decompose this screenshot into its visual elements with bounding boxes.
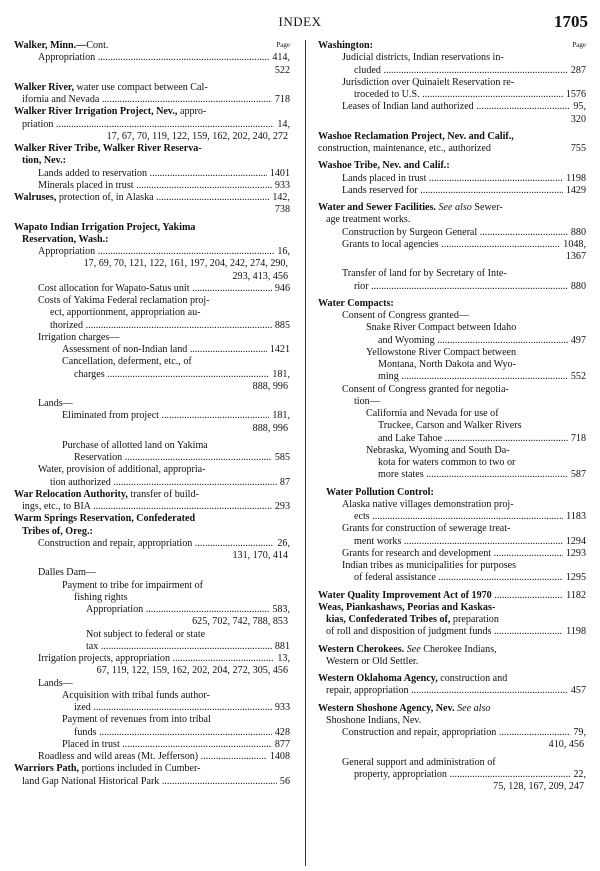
entry-text: ect, apportionment, appropriation au-: [50, 307, 201, 319]
page-reference: 1401: [267, 168, 290, 180]
entry-text: funds .....: [74, 727, 290, 738]
page-reference: 933: [272, 702, 290, 714]
index-entry-line: [14, 550, 290, 562]
entry-text: of federal assistance .....: [354, 572, 586, 583]
index-entry-line: [318, 626, 586, 638]
index-entry-line: [318, 487, 586, 499]
entry-text: Lands placed in trust .....: [342, 173, 586, 184]
index-entry-line: [318, 572, 586, 584]
index-entry-line: [14, 168, 290, 180]
index-entry-line: [14, 751, 290, 763]
entry-text: Lands reserved for .....: [342, 185, 586, 196]
page-reference: 933: [272, 180, 290, 192]
index-entry-line: [14, 665, 290, 677]
index-entry-line: [14, 204, 290, 216]
index-entry-line: [14, 423, 290, 435]
entry-text: Eliminated from project .....: [62, 410, 290, 421]
page-reference: 181,: [269, 369, 290, 381]
page-reference: 1429: [563, 185, 586, 197]
entry-text: Purchase of allotted land on Yakima: [62, 439, 208, 451]
entry-text: rior .....: [354, 281, 586, 292]
entry-text: of roll and disposition of judgment funds .....: [326, 626, 586, 637]
index-entry-line: [318, 371, 586, 383]
page-reference: 14,: [274, 119, 290, 131]
entry-text: 888, 996: [252, 380, 288, 392]
index-entry-line: [318, 499, 586, 511]
entry-text: Indian tribes as municipalities for purposes: [342, 560, 517, 571]
entry-text: Walker River, water use compact between Cal-: [14, 81, 208, 93]
entry-text: Wapato Indian Irrigation Project, Yakima: [14, 221, 196, 233]
entry-text: and Lake Tahoe .....: [378, 433, 586, 444]
index-entry-line: [14, 440, 290, 452]
entry-text: and Wyoming .....: [378, 335, 586, 346]
index-entry-line: [318, 757, 586, 769]
page-reference: 293: [272, 501, 290, 513]
index-entry-line: [318, 251, 586, 263]
index-entry-line: [318, 322, 586, 334]
index-entry-line: [318, 511, 586, 523]
page-reference: 877: [272, 739, 290, 751]
entry-text: 410, 456: [548, 739, 584, 751]
entry-text: ment works .....: [354, 536, 586, 547]
index-entry-line: [318, 268, 586, 280]
entry-text: Montana, North Dakota and Wyo-: [378, 359, 516, 370]
page-reference: 95,: [570, 101, 586, 113]
entry-text: Nebraska, Wyoming and South Da-: [366, 444, 510, 456]
page-reference: 56: [277, 776, 290, 788]
index-entry-line: [318, 359, 586, 371]
entry-text: Water, provision of additional, appropria-: [38, 464, 206, 476]
index-entry-line: [14, 131, 290, 143]
index-entry-line: [14, 513, 290, 525]
index-entry-line: [14, 94, 290, 106]
page-reference: 1294: [563, 536, 586, 548]
entry-text: Water Compacts:: [318, 297, 394, 309]
entry-text: Water Pollution Control:: [326, 486, 434, 498]
page-reference: 738: [272, 204, 290, 216]
index-entry-line: [318, 160, 586, 172]
index-entry-line: [14, 52, 290, 64]
index-entry-line: [318, 715, 586, 727]
index-entry-line: [318, 644, 586, 656]
page-reference: 26,: [274, 538, 290, 550]
index-entry-line: [318, 781, 586, 793]
index-entry-line: [318, 656, 586, 668]
index-entry-line: [14, 763, 290, 775]
index-entry-line: [318, 227, 586, 239]
entry-text: Lands—: [38, 398, 73, 409]
index-entry-line: [14, 410, 290, 422]
index-entry-line: [14, 739, 290, 751]
entry-text: tax .....: [86, 641, 290, 652]
entry-text: Western Shoshone Agency, Nev. See also: [318, 702, 491, 714]
page-reference: 1198: [563, 626, 586, 638]
page-reference: 414,: [269, 52, 290, 64]
index-entry-line: [14, 82, 290, 94]
index-entry-line: [14, 332, 290, 344]
index-entry-line: [318, 433, 586, 445]
index-entry-line: [318, 703, 586, 715]
page-reference: 583,: [269, 604, 290, 616]
index-entry-line: [318, 673, 586, 685]
index-entry-line: [318, 101, 586, 113]
page-reference: 755: [568, 143, 586, 155]
entry-text: Water and Sewer Facilities. See also Sewer-: [318, 202, 503, 213]
entry-text: Warriors Path, portions included in Cumber-: [14, 763, 201, 775]
right-column: [318, 40, 586, 871]
entry-text: War Relocation Authority, transfer of build-: [14, 488, 199, 500]
index-entry-line: [318, 143, 586, 155]
page-reference: 13,: [274, 653, 290, 665]
index-entry-line: [318, 384, 586, 396]
index-entry-line: [14, 580, 290, 592]
page-reference: 880: [568, 281, 586, 293]
entry-text: Washoe Reclamation Project, Nev. and Calif.,: [318, 130, 514, 142]
page-reference: 587: [568, 469, 586, 481]
entry-text: Grants to local agencies .....: [342, 239, 586, 250]
entry-text: Cancellation, deferment, etc., of: [62, 356, 192, 368]
entry-text: Acquisition with tribal funds author-: [62, 689, 210, 701]
index-entry-line: [14, 690, 290, 702]
index-entry-line: [14, 271, 290, 283]
index-entry-line: [14, 295, 290, 307]
page-reference: 1198: [563, 173, 586, 185]
entry-text: Construction and repair, appropriation .....: [342, 727, 586, 738]
page-reference: 181,: [269, 410, 290, 422]
page-reference: 497: [568, 335, 586, 347]
index-entry-line: [318, 131, 586, 143]
page-reference: 552: [568, 371, 586, 383]
entry-text: Walker River Tribe, Walker River Reserva-: [14, 143, 202, 154]
page-reference: 1183: [563, 511, 586, 523]
index-entry-line: [318, 77, 586, 89]
entry-text: Tribes of, Oreg.:: [22, 525, 93, 537]
entry-text: Construction and repair, appropriation .....: [38, 538, 290, 549]
entry-text: charges .....: [74, 369, 290, 380]
index-entry-line: [318, 298, 586, 310]
entry-text: ings, etc., to BIA .....: [22, 501, 290, 512]
index-entry-line: [318, 347, 586, 359]
page-column-label: Page: [276, 41, 290, 49]
entry-text: Roadless and wild areas (Mt. Jefferson) .....: [38, 751, 290, 762]
entry-text: troceded to U.S. .....: [354, 89, 586, 100]
column-divider: [305, 40, 306, 866]
entry-text: priation .....: [22, 119, 290, 130]
entry-text: Appropriation .....: [38, 246, 290, 257]
entry-text: tion authorized .....: [50, 477, 290, 488]
index-entry-line: [14, 65, 290, 77]
entry-text: 131, 170, 414: [232, 550, 288, 561]
entry-text: Warm Springs Reservation, Confederated: [14, 513, 196, 525]
index-entry-line: [318, 335, 586, 347]
entry-text: Snake River Compact between Idaho: [366, 322, 517, 334]
entry-text: 67, 119, 122, 159, 162, 202, 204, 272, 305, 456: [96, 665, 288, 677]
entry-text: Grants for construction of sewerage treat-: [342, 523, 511, 535]
index-entry-line: [318, 560, 586, 572]
entry-text: 625, 702, 742, 788, 853: [192, 616, 288, 628]
entry-text: Dalles Dam—: [38, 567, 97, 579]
entry-text: 888, 996: [252, 422, 288, 434]
entry-text: 17, 67, 70, 119, 122, 159, 162, 202, 240, 272: [106, 130, 288, 142]
index-entry-line: [318, 739, 586, 751]
page-reference: 1182: [563, 590, 586, 602]
index-entry-line: [318, 523, 586, 535]
left-column: [14, 40, 290, 871]
entry-text: Payment of revenues from into tribal: [62, 714, 211, 726]
page-reference: 16,: [274, 246, 290, 258]
page-reference: 428: [272, 727, 290, 739]
index-entry-line: [318, 602, 586, 614]
entry-text: tion, Nev.:: [22, 155, 67, 167]
entry-text: Shoshone Indians, Nev.: [326, 714, 422, 726]
index-entry-line: [14, 653, 290, 665]
entry-text: land Gap National Historical Park .....: [22, 776, 290, 787]
index-entry-line: [14, 489, 290, 501]
entry-text: Not subject to federal or state: [86, 628, 206, 640]
entry-text: thorized .....: [50, 320, 290, 331]
index-entry-line: [318, 445, 586, 457]
index-entry-line: [14, 538, 290, 550]
index-entry-line: [318, 89, 586, 101]
entry-text: ming .....: [378, 371, 586, 382]
entry-text: Walruses, protection of, in Alaska .....: [14, 192, 290, 203]
index-entry-line: [318, 310, 586, 322]
index-entry-line: [14, 776, 290, 788]
index-entry-line: [14, 344, 290, 356]
entry-text: Yellowstone River Compact between: [366, 346, 517, 358]
entry-text: Placed in trust .....: [62, 739, 290, 750]
entry-text: property, appropriation .....: [354, 769, 586, 780]
entry-text: 75, 128, 167, 209, 247: [493, 781, 584, 792]
entry-text: California and Nevada for use of: [366, 408, 499, 419]
index-entry-line: [318, 457, 586, 469]
index-entry-line: [14, 641, 290, 653]
page-reference: 142,: [269, 192, 290, 204]
entry-text: Assessment of non-Indian land .....: [62, 344, 290, 355]
entry-text: 293, 413, 456: [232, 270, 288, 282]
entry-text: Irrigation charges—: [38, 331, 120, 343]
page-reference: 320: [568, 114, 586, 126]
page-header: [0, 12, 600, 32]
index-entry-line: [14, 604, 290, 616]
index-entry-line: [318, 536, 586, 548]
page-reference: 1367: [563, 251, 586, 263]
index-entry-line: [14, 369, 290, 381]
entry-text: Minerals placed in trust .....: [38, 180, 290, 191]
index-entry-line: [14, 222, 290, 234]
entry-text: Jurisdiction over Quinaielt Reservation re-: [342, 76, 515, 88]
index-entry-line: [14, 567, 290, 579]
entry-text: Reservation .....: [74, 452, 290, 463]
index-entry-line: [14, 616, 290, 628]
entry-text: Appropriation .....: [38, 52, 290, 63]
entry-text: Lands added to reservation .....: [38, 168, 290, 179]
entry-text: kias, Confederated Tribes of, preparation: [326, 614, 499, 625]
entry-text: Transfer of land for by Secretary of Inte-: [342, 268, 507, 280]
entry-text: Walker River Irrigation Project, Nev., appro-: [14, 106, 207, 118]
index-entry-line: [14, 143, 290, 155]
entry-text: Washoe Tribe, Nev. and Calif.:: [318, 160, 450, 172]
index-entry-line: [318, 239, 586, 251]
entry-text: General support and administration of: [342, 756, 496, 768]
page-reference: 87: [277, 477, 290, 489]
page-reference: 885: [272, 320, 290, 332]
page-reference: 946: [272, 283, 290, 295]
index-entry-line: [318, 685, 586, 697]
entry-text: ized .....: [74, 702, 290, 713]
page-reference: 1048,: [560, 239, 586, 251]
page-reference: 457: [568, 685, 586, 697]
entry-text: cluded .....: [354, 65, 586, 76]
index-entry-line: [14, 283, 290, 295]
page-reference: 880: [568, 227, 586, 239]
page-reference: 1576: [563, 89, 586, 101]
index-entry-line: [318, 40, 586, 52]
page-reference: 522: [272, 65, 290, 77]
index-entry-line: [14, 381, 290, 393]
index-entry-line: [318, 408, 586, 420]
entry-text: Consent of Congress granted for negotia-: [342, 383, 509, 395]
entry-text: Judicial districts, Indian reservations in-: [342, 52, 504, 64]
entry-text: ifornia and Nevada .....: [22, 94, 290, 105]
entry-text: Grants for research and development .....: [342, 548, 586, 559]
index-entry-line: [318, 114, 586, 126]
page-reference: 79,: [570, 727, 586, 739]
index-entry-line: [14, 258, 290, 270]
index-entry-line: [14, 629, 290, 641]
index-entry-line: [14, 180, 290, 192]
index-entry-line: [318, 727, 586, 739]
index-entry-line: [14, 477, 290, 489]
entry-text: Construction by Surgeon General .....: [342, 227, 586, 238]
entry-text: Payment to tribe for impairment of: [62, 579, 203, 591]
entry-text: Cost allocation for Wapato-Satus unit .....: [38, 283, 290, 294]
index-entry-line: [14, 155, 290, 167]
index-entry-line: [14, 678, 290, 690]
entry-text: fishing rights: [74, 591, 128, 603]
entry-text: construction, maintenance, etc., authorized: [318, 143, 491, 154]
page-reference: 287: [568, 65, 586, 77]
index-entry-line: [318, 590, 586, 602]
index-entry-line: [318, 420, 586, 432]
entry-text: Weas, Piankashaws, Peorias and Kaskas-: [318, 601, 496, 613]
index-entry-line: [318, 281, 586, 293]
index-entry-line: [14, 356, 290, 368]
entry-text: Water Quality Improvement Act of 1970 .....: [318, 590, 586, 601]
index-entry-line: [318, 614, 586, 626]
page-reference: 585: [272, 452, 290, 464]
index-entry-line: [14, 234, 290, 246]
index-entry-line: [318, 52, 586, 64]
entry-text: ects .....: [354, 511, 586, 522]
entry-text: Appropriation .....: [86, 604, 290, 615]
index-entry-line: [14, 320, 290, 332]
index-entry-line: [14, 307, 290, 319]
index-entry-line: [14, 464, 290, 476]
entry-text: Costs of Yakima Federal reclamation proj-: [38, 295, 210, 306]
entry-text: tion—: [354, 395, 380, 407]
entry-text: Western or Old Settler.: [326, 655, 419, 667]
page-reference: 718: [272, 94, 290, 106]
entry-text: Irrigation projects, appropriation .....: [38, 653, 290, 664]
index-entry-line: [318, 214, 586, 226]
entry-text: Leases of Indian land authorized .....: [342, 101, 586, 112]
entry-text: 17, 69, 70, 121, 122, 161, 197, 204, 242, 274, 290,: [83, 258, 288, 270]
entry-text: Alaska native villages demonstration proj-: [342, 498, 514, 510]
index-entry-line: [14, 501, 290, 513]
entry-text: repair, appropriation .....: [326, 685, 586, 696]
entry-text: age treatment works.: [326, 214, 411, 226]
index-entry-line: [318, 396, 586, 408]
entry-text: Truckee, Carson and Walker Rivers: [378, 420, 522, 432]
page-number: 1705: [554, 12, 588, 31]
index-entry-line: [318, 469, 586, 481]
index-entry-line: [14, 526, 290, 538]
page-reference: 1295: [563, 572, 586, 584]
page-column-label: Page: [572, 41, 586, 49]
index-entry-line: [14, 40, 290, 52]
entry-text: Consent of Congress granted—: [342, 310, 469, 321]
index-entry-line: [318, 202, 586, 214]
running-title: INDEX: [278, 14, 322, 29]
index-entry-line: [318, 185, 586, 197]
index-entry-line: [14, 714, 290, 726]
index-entry-line: [14, 702, 290, 714]
index-entry-line: [14, 592, 290, 604]
index-entry-line: [14, 246, 290, 258]
index-entry-line: [14, 106, 290, 118]
index-entry-line: [318, 173, 586, 185]
entry-text: Walker, Minn.—Cont.: [14, 40, 109, 51]
page-reference: 881: [272, 641, 290, 653]
page-reference: 1293: [563, 548, 586, 560]
index-entry-line: [318, 769, 586, 781]
index-entry-line: [14, 119, 290, 131]
entry-text: more states .....: [378, 469, 586, 480]
entry-text: Lands—: [38, 677, 73, 689]
index-entry-line: [318, 65, 586, 77]
entry-text: kota for waters common to two or: [378, 457, 516, 468]
entry-text: Washington:: [318, 40, 373, 51]
entry-text: Western Oklahoma Agency, construction and: [318, 673, 508, 684]
page-reference: 1408: [267, 751, 290, 763]
index-entry-line: [14, 192, 290, 204]
page-reference: 1421: [267, 344, 290, 356]
index-entry-line: [14, 727, 290, 739]
page-reference: 718: [568, 433, 586, 445]
page-reference: 22,: [570, 769, 586, 781]
index-entry-line: [14, 398, 290, 410]
entry-text: Western Cherokees. See Cherokee Indians,: [318, 643, 497, 655]
index-entry-line: [14, 452, 290, 464]
index-entry-line: [318, 548, 586, 560]
entry-text: Reservation, Wash.:: [22, 233, 109, 245]
